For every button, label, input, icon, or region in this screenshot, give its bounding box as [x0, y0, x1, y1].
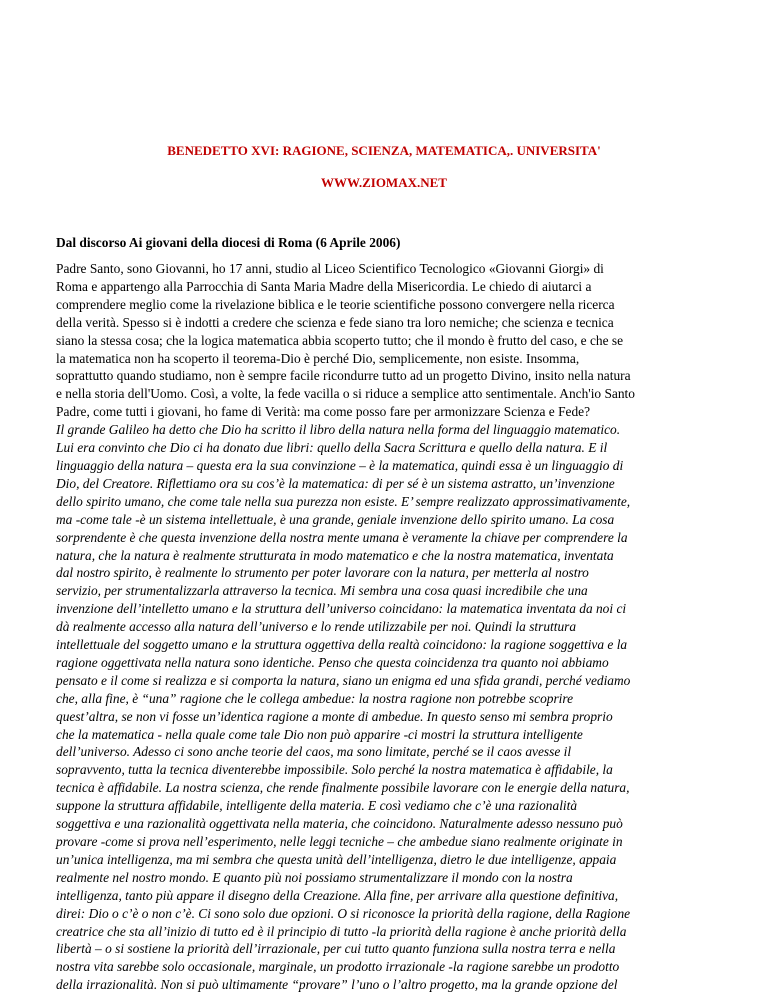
answer-line: libertà – o si sostiene la priorità dell’irrazionale, per cui tutto quanto funziona sulla nostra terra e nella — [56, 941, 616, 957]
answer-line: invenzione dell’intelletto umano e la struttura dell’universo coincidano: la matematica inventata da noi ci — [56, 601, 627, 617]
answer-line: natura, che la natura è realmente strutturata in modo matematico e che la nostra matematica, inventata — [56, 547, 614, 563]
answer-line: creatrice che sta all’inizio di tutto ed è il principio di tutto -la priorità della ragione è anche priorità della — [56, 923, 627, 939]
answer-line: sopravvento, tutta la tecnica diventerebbe impossibile. Solo perché la nostra matematica è affidabile, la — [56, 762, 613, 778]
answer-line: ma -come tale -è un sistema intellettuale, è una grande, geniale invenzione dello spirito umano. La cosa — [56, 511, 615, 527]
answer-line: intelligenza, tanto più appare il disegno della Creazione. Alla fine, per arrivare alla questione definitiva, — [56, 887, 619, 903]
answer-line: sorprendente è che questa invenzione della nostra mente umana è veramente la chiave per comprendere la — [56, 529, 628, 545]
answer-line: nostra vita sarebbe solo occasionale, marginale, un prodotto irrazionale -la ragione sarebbe un prodotto — [56, 959, 620, 975]
document-title: BENEDETTO XVI: RAGIONE, SCIENZA, MATEMATICA,. UNIVERSITA' — [167, 143, 601, 158]
answer-line: suppone la struttura affidabile, intelligente della materia. E così vediamo che c’è una razionalità — [56, 798, 578, 814]
answer-line: dell’universo. Adesso ci sono anche teorie del caos, ma sono limitate, perché se il caos avesse il — [56, 744, 572, 760]
section-heading: Dal discorso Ai giovani della diocesi di Roma (6 Aprile 2006) — [56, 235, 401, 250]
question-line: e nella storia dell'Uomo. Così, a volte, la fede vacilla o si riduce a semplice atto sentimentale. Anch'io Santo — [56, 386, 635, 402]
answer-line: ragione oggettivata nella natura sono identiche. Penso che questa coincidenza tra quanto noi abbiamo — [56, 654, 609, 670]
answer-line: dal nostro spirito, è realmente lo strumento per poter lavorare con la natura, per metterla al nostro — [56, 565, 589, 581]
answer-line: che, alla fine, è “una” ragione che le collega ambedue: la nostra ragione non potrebbe scoprire — [56, 690, 574, 706]
question-line: Padre Santo, sono Giovanni, ho 17 anni, studio al Liceo Scientifico Tecnologico «Giovanni Giorgi» di — [56, 261, 604, 276]
answer-line: dà realmente accesso alla natura dell’universo e lo rende utilizzabile per noi. Quindi la struttura — [56, 619, 577, 635]
answer-line: tecnica è affidabile. La nostra scienza, che rende finalmente possibile lavorare con le energie della natura, — [56, 780, 630, 796]
website-link[interactable]: WWW.ZIOMAX.NET — [321, 175, 447, 190]
answer-line: direi: Dio o c’è o non c’è. Ci sono solo due opzioni. O si riconosce la priorità della ragione, della Ragione — [56, 905, 631, 921]
answer-line: provare -come si prova nell’esperimento, nelle leggi tecniche – che ambedue siano realmente originate in — [56, 834, 623, 849]
question-line: comprendere meglio come la rivelazione biblica e le teorie scientifiche possono convergere nella ricerca — [56, 296, 615, 312]
answer-line: soggettiva e una razionalità oggettivata nella materia, che coincidono. Naturalmente adesso nessuno può — [56, 816, 623, 832]
answer-line: linguaggio della natura – questa era la sua convinzione – è la matematica, quindi essa è un linguaggio di — [56, 457, 624, 473]
question-line: la matematica non ha scoperto il teorema-Dio è perché Dio, semplicemente, non esiste. Insomma, — [56, 350, 580, 366]
question-line: della verità. Spesso si è indotti a credere che scienza e fede siano tra loro nemiche; che scienza e tecnica — [56, 314, 614, 330]
answer-line: Il grande Galileo ha detto che Dio ha scritto il libro della natura nella forma del linguaggio matematico. — [56, 422, 621, 438]
answer-line: pensato e il come si realizza e si comporta la natura, siano un enigma ed una sfida grandi, perché vediamo — [56, 672, 631, 688]
question-line: Roma e appartengo alla Parrocchia di Santa Maria Madre della Misericordia. Le chiedo di aiutarci a — [56, 278, 592, 294]
question-line: siano la stessa cosa; che la logica matematica abbia scoperto tutto; che il mondo è frutto del caso, e che se — [56, 332, 624, 348]
answer-line: quest’altra, se non vi fosse un’identica ragione a monte di ambedue. In questo senso mi sembra proprio — [56, 708, 613, 724]
question-paragraph — [56, 260, 708, 421]
answer-line: servizio, per strumentalizzarla attraverso la tecnica. Mi sembra una cosa quasi incredibile che una — [56, 583, 588, 599]
answer-line: dello spirito umano, che come tale nella sua purezza non esiste. E’ sempre realizzato approssimativamente, — [56, 493, 631, 509]
answer-line: che la matematica - nella quale come tale Dio non può apparire -ci mostri la struttura intelligente — [56, 726, 583, 742]
document-body — [56, 260, 708, 994]
answer-line: realmente nel nostro mondo. E quanto più noi possiamo strumentalizzare il mondo con la nostra — [56, 869, 573, 885]
answer-line: Dio, del Creatore. Riflettiamo ora su cos’è la matematica: di per sé è un sistema astratto, un’invenzione — [56, 475, 615, 491]
question-line: soprattutto quando studiamo, non è sempre facile ricondurre tutto ad un progetto Divino, insito nella natura — [56, 368, 631, 384]
answer-line: Lui era convinto che Dio ci ha donato due libri: quello della Sacra Scrittura e quello della natura. E il — [56, 440, 608, 456]
answer-paragraph — [56, 421, 708, 994]
question-line: Padre, come tutti i giovani, ho fame di Verità: ma come posso fare per armonizzare Scienza e Fede? — [56, 404, 591, 420]
answer-line: della irrazionalità. Non si può ultimamente “provare” l’uno o l’altro progetto, ma la grande opzione del — [56, 977, 618, 993]
answer-line: intellettuale del soggetto umano e la struttura oggettiva della realtà coincidono: la ragione soggettiva e la — [56, 637, 628, 653]
answer-line: un’unica intelligenza, ma mi sembra che questa unità dell’intelligenza, dietro le due intelligenze, appaia — [56, 851, 617, 867]
